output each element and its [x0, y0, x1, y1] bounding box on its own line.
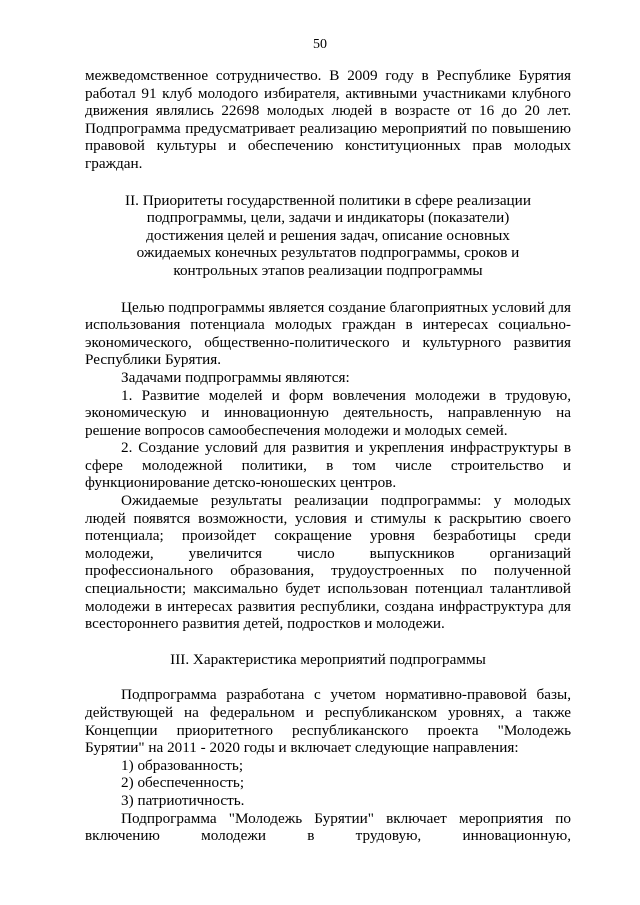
- includes-paragraph: Подпрограмма "Молодежь Бурятии" включает мероприятия по включению молодежи в трудовую, инновационную,: [85, 809, 571, 845]
- goal-paragraph: Целью подпрограммы является создание благоприятных условий для использования потенциала молодых граждан в интересах социально-экономического, общественно-политического и культурного развития Республики Бурятия.: [85, 298, 571, 369]
- direction-item-1: 1) образованность;: [121, 756, 244, 774]
- task-item-2: 2. Создание условий для развития и укрепления инфраструктуры в сфере молодежной политики, в том числе строительство и функционирование детско-юношеских центров.: [85, 439, 571, 492]
- direction-item-2: 2) обеспеченность;: [121, 774, 245, 792]
- tasks-intro: Задачами подпрограммы являются:: [121, 368, 350, 386]
- section-heading-2: II. Приоритеты государственной политики в сфере реализации подпрограммы, цели, задачи и индикаторы (показатели) достижения целей и решения задач, описание основных ожидаемых конечных результатов подпрограммы, сроков и контрольных этапов реализации подпрограммы: [125, 191, 531, 279]
- document-body: [85, 67, 571, 845]
- intro-paragraph: межведомственное сотрудничество. В 2009 году в Республике Бурятия работал 91 клуб молодого избирателя, активными участниками клубного движения являлись 22698 молодых людей в возрасте от 16 до 20 лет. Подпрограмма предусматривает реализацию мероприятий по повышению правовой культуры и обеспечению конституционных прав молодых граждан.: [85, 67, 571, 172]
- direction-item-3: 3) патриотичность.: [121, 791, 245, 809]
- results-paragraph: Ожидаемые результаты реализации подпрограммы: у молодых людей появятся возможности, условия и стимулы к раскрытию своего потенциала; произойдет сокращение уровня безработицы среди молодежи, увеличится число выпускников организаций профессионального образования, трудоустроенных по полученной специальности; максимально будет использован потенциал талантливой молодежи в интересах развития республики, создана инфраструктура для всестороннего развития детей, подростков и молодежи.: [85, 492, 571, 633]
- section-heading-3: III. Характеристика мероприятий подпрограммы: [170, 650, 486, 668]
- task-item-1: 1. Развитие моделей и форм вовлечения молодежи в трудовую, экономическую и инновационную деятельность, направленную на решение вопросов самообеспечения молодежи и молодых семей.: [85, 386, 571, 439]
- developed-paragraph: Подпрограмма разработана с учетом нормативно-правовой базы, действующей на федеральном и республиканском уровнях, а также Концепции приоритетного республиканского проекта "Молодежь Бурятии" на 2011 - 2020 годы и включает следующие направления:: [85, 686, 571, 757]
- page-number: 50: [313, 37, 327, 52]
